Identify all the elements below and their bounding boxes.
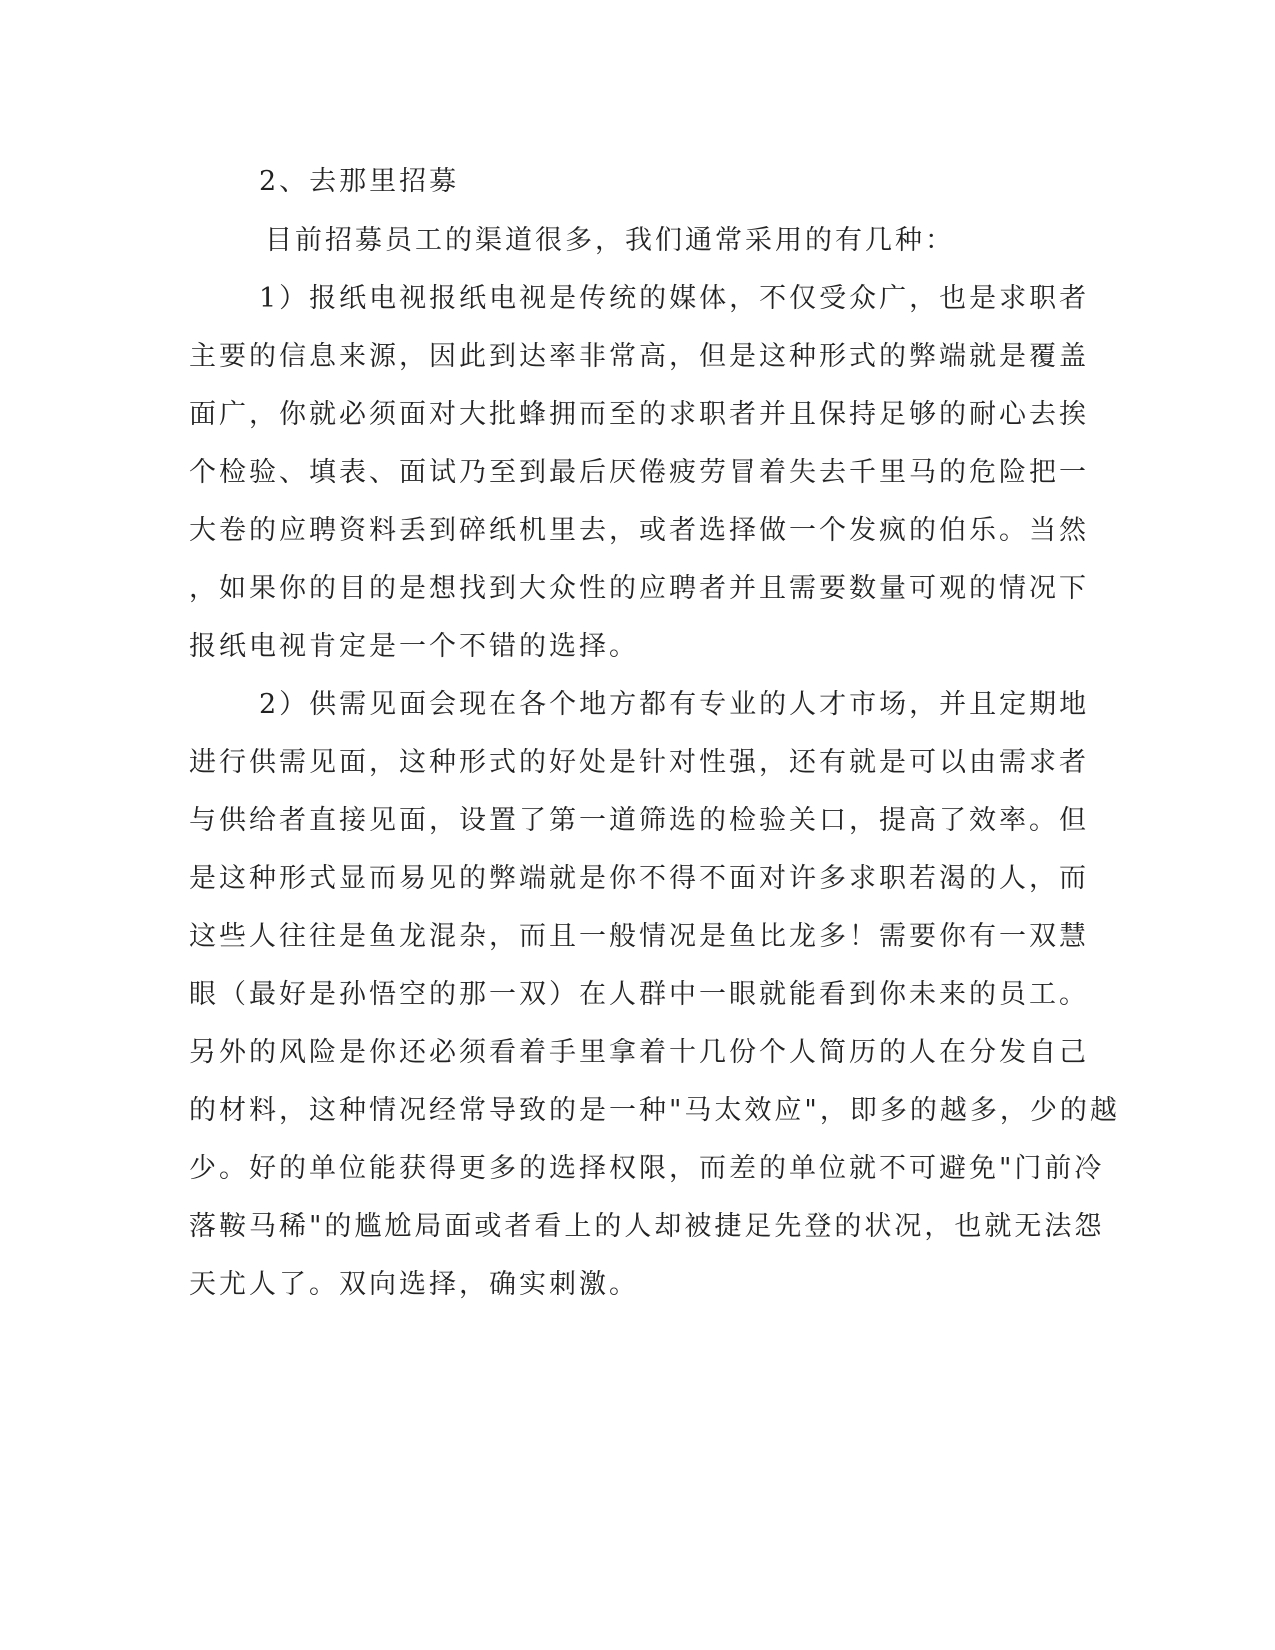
item2-line: 落鞍马稀"的尴尬局面或者看上的人却被捷足先登的状况，也就无法怨: [189, 1211, 1105, 1242]
item1-line: 1）报纸电视报纸电视是传统的媒体，不仅受众广，也是求职者: [259, 283, 1090, 314]
item2-line: 与供给者直接见面，设置了第一道筛选的检验关口，提高了效率。但: [189, 805, 1089, 836]
item1-line: 主要的信息来源，因此到达率非常高，但是这种形式的弊端就是覆盖: [189, 341, 1089, 372]
item2-line: 的材料，这种情况经常导致的是一种"马太效应"，即多的越多，少的越: [189, 1095, 1120, 1126]
item2-line: 进行供需见面，这种形式的好处是针对性强，还有就是可以由需求者: [189, 747, 1089, 778]
item2-line: 2）供需见面会现在各个地方都有专业的人才市场，并且定期地: [259, 689, 1090, 720]
item2-line: 天尤人了。双向选择，确实刺激。: [189, 1269, 639, 1300]
item1-line: 面广，你就必须面对大批蜂拥而至的求职者并且保持足够的耐心去挨: [189, 399, 1089, 430]
section-heading: 2、去那里招募: [259, 166, 460, 197]
item2-line: 是这种形式显而易见的弊端就是你不得不面对许多求职若渴的人，而: [189, 863, 1089, 894]
item2-line: 少。好的单位能获得更多的选择权限，而差的单位就不可避免"门前冷: [189, 1153, 1105, 1184]
item1-line: ，如果你的目的是想找到大众性的应聘者并且需要数量可观的情况下: [189, 573, 1089, 604]
item2-line: 眼（最好是孙悟空的那一双）在人群中一眼就能看到你未来的员工。: [189, 979, 1089, 1010]
item1-line: 个检验、填表、面试乃至到最后厌倦疲劳冒着失去千里马的危险把一: [189, 457, 1089, 488]
item1-line: 大卷的应聘资料丢到碎纸机里去，或者选择做一个发疯的伯乐。当然: [189, 515, 1089, 546]
item2-line: 另外的风险是你还必须看着手里拿着十几份个人简历的人在分发自己: [189, 1037, 1089, 1068]
item2-line: 这些人往往是鱼龙混杂，而且一般情况是鱼比龙多！需要你有一双慧: [189, 921, 1089, 952]
intro-paragraph: 目前招募员工的渠道很多，我们通常采用的有几种：: [265, 225, 955, 256]
item1-line: 报纸电视肯定是一个不错的选择。: [189, 631, 639, 662]
